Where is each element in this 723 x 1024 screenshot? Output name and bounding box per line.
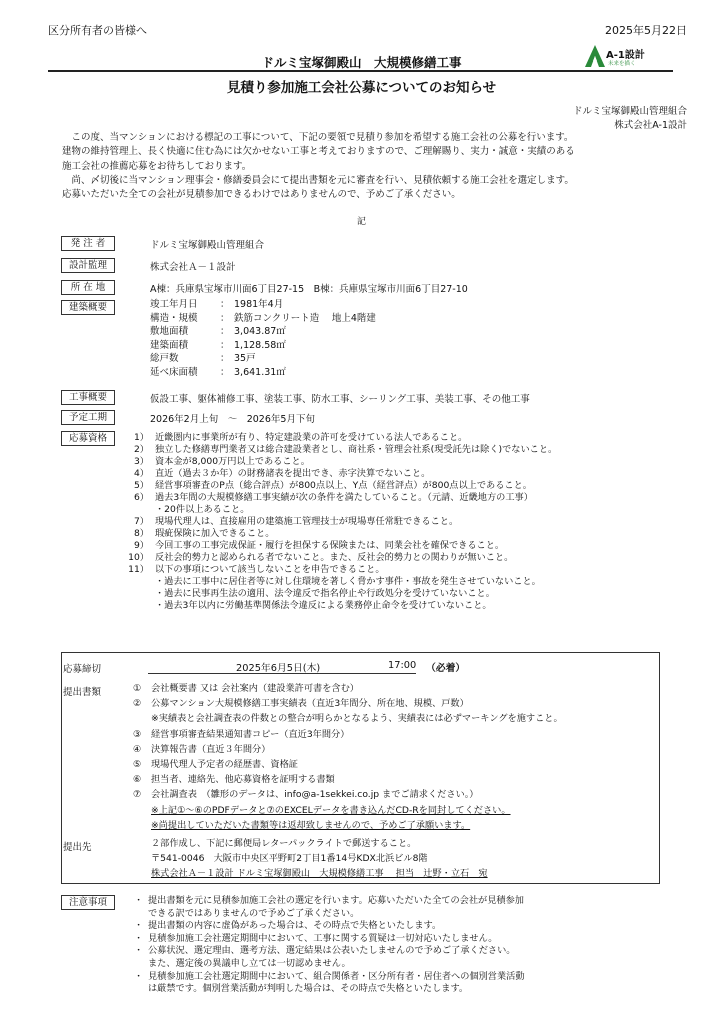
- qualification-item: [121, 564, 557, 576]
- qualification-item: [121, 552, 557, 564]
- doc-number: ②: [133, 698, 142, 710]
- doc-text: 経営事項審査結果通知書コピー（直近3年間分）: [151, 728, 350, 740]
- qualification-item: [121, 444, 557, 456]
- header-rule: [48, 70, 673, 72]
- spec-key: 竣工年月日: [150, 299, 198, 310]
- note-bullet: ・: [134, 970, 144, 982]
- spec-key: 建築面積: [150, 339, 189, 351]
- note-bullet: ・: [134, 895, 144, 906]
- spec-value: 3,641.31㎡: [234, 366, 286, 378]
- qualification-list: [121, 432, 557, 612]
- item-number: 8）: [133, 528, 149, 539]
- item-text: 今回工事の工事完成保証・履行を担保する保険または、同業会社を確保できること。: [155, 540, 505, 551]
- building-label: 建築概要: [61, 300, 115, 315]
- note-item: [134, 933, 525, 946]
- item-number: 11）: [128, 564, 149, 575]
- deadline-time: 17:00: [388, 660, 417, 671]
- spec-key: 総戸数: [150, 353, 179, 365]
- note-text: できる訳ではありませんので予めご了承ください。: [148, 907, 360, 919]
- note-bullet: ・: [134, 920, 144, 932]
- note-text: 見積参加施工会社選定期間中において、組合関係者・区分所有者・居住者への個別営業活動: [148, 970, 525, 982]
- qualification-item: [121, 516, 557, 528]
- document-item: [133, 772, 563, 787]
- item-number: 5）: [133, 480, 149, 491]
- item-number: 1）: [133, 432, 149, 443]
- item-text: ・20件以上あること。: [155, 504, 250, 515]
- doc-text: 会社調査表 （雛形のデータは、info@a-1sekkei.co.jp までご請求ください。）: [151, 789, 479, 801]
- doc-number: ④: [133, 743, 142, 755]
- qualification-item: [121, 576, 557, 588]
- issuer-association: ドルミ宝塚御殿山管理組合: [572, 106, 687, 117]
- doc-number: ⑤: [133, 759, 142, 771]
- logo-text: A-1設計: [606, 50, 645, 61]
- work-value: 仮設工事、躯体補修工事、塗装工事、防水工事、シーリング工事、美装工事、その他工事: [150, 394, 530, 405]
- item-text: 瑕疵保険に加入できること。: [155, 528, 275, 539]
- period-value: 2026年2月上旬 ～ 2026年5月下旬: [150, 414, 315, 425]
- logo-mark-icon: [584, 44, 606, 68]
- spec-value: 1,128.58㎡: [234, 339, 286, 351]
- spec-sep: ：: [220, 312, 230, 324]
- document-item: [133, 818, 563, 833]
- documents-list: [133, 681, 563, 833]
- note-item: [134, 971, 525, 984]
- building-spec: [150, 298, 376, 380]
- destination-line: ２部作成し、下記に郵便局レターパックライトで郵送すること。: [151, 838, 417, 849]
- item-text: 反社会的勢力と認められる者でないこと。また、反社会的勢力との関わりが無いこと。: [155, 552, 514, 563]
- item-number: 2）: [133, 444, 149, 455]
- note-bullet: ・: [134, 945, 144, 957]
- company-logo: [584, 44, 664, 70]
- item-text: 経営事項審査のP点（総合評点）が800点以上、Y点（経営評点）が800点以上であること。: [155, 480, 532, 491]
- spec-sep: ：: [220, 366, 230, 378]
- spec-key: 敷地面積: [150, 326, 189, 338]
- spec-row: [150, 325, 376, 339]
- note-item: [134, 920, 525, 933]
- doc-text: ※上記①～⑥のPDFデータと⑦のEXCELデータを書き込んだCD-Rを同封してください。: [151, 804, 511, 816]
- documents-label: 提出書類: [63, 687, 102, 698]
- doc-number: ③: [133, 728, 142, 740]
- document-item: [133, 803, 563, 818]
- spec-sep: ：: [220, 326, 230, 338]
- item-text: 資本金が8,000万円以上であること。: [155, 456, 310, 467]
- qualification-item: [121, 540, 557, 552]
- spec-row: [150, 339, 376, 353]
- intro-line: この度、当マンションにおける標記の工事について、下記の要領で見積り参加を希望する施工会社の公募を行います。: [62, 132, 574, 143]
- period-label: 予定工期: [61, 410, 115, 425]
- supervisor-label: 設計監理: [61, 258, 115, 273]
- qualification-item: [121, 456, 557, 468]
- spec-value: 鉄筋コンクリート造 地上4階建: [234, 312, 376, 324]
- note-item: [134, 983, 525, 996]
- notice-title: 見積り参加施工会社公募についてのお知らせ: [226, 80, 497, 96]
- doc-text: 会社概要書 又は 会社案内（建設業許可書を含む）: [151, 683, 359, 694]
- document-item: [133, 787, 563, 802]
- note-text: 提出書類を元に見積参加施工会社の選定を行います。応募いただいた全ての会社が見積参加: [148, 895, 524, 906]
- spec-key: 延べ床面積: [150, 366, 198, 378]
- note-text: 提出書類の内容に虚偽があった場合は、その時点で失格といたします。: [148, 920, 442, 932]
- spec-sep: ：: [220, 353, 230, 365]
- item-text: ・過去に工事中に居住者等に対し住環境を著しく脅かす事件・事故を発生させていないこと。: [155, 576, 541, 587]
- spec-value: 35戸: [234, 353, 256, 365]
- supervisor-value: 株式会社Ａ－１設計: [150, 262, 236, 273]
- note-item: [134, 908, 525, 921]
- spec-row: [150, 366, 376, 380]
- qualification-item: [121, 600, 557, 612]
- ki-marker: 記: [356, 217, 366, 227]
- orderer-value: ドルミ宝塚御殿山管理組合: [150, 240, 265, 251]
- spec-sep: ：: [220, 339, 230, 351]
- destination-label: 提出先: [63, 842, 92, 853]
- qualification-item: [121, 480, 557, 492]
- item-number: 9）: [133, 540, 149, 551]
- intro-line: 施工会社の推薦応募をお待ちしております。: [62, 160, 252, 172]
- doc-text: 決算報告書（直近３年間分）: [151, 743, 271, 755]
- note-text: 見積参加施工会社選定期間中において、工事に関する質疑は一切対応いたしません。: [148, 932, 498, 944]
- deadline-note: （必着）: [426, 663, 466, 674]
- item-text: 過去3年間の大規模修繕工事実績が次の条件を満たしていること。（元請、近畿地方の工事）: [155, 492, 533, 503]
- work-label: 工事概要: [61, 390, 115, 405]
- destination-block: [151, 836, 488, 882]
- doc-text: ※実績表と会社調査表の件数との整合が明らかとなるよう、実績表には必ずマーキングを施すこと。: [151, 713, 563, 725]
- qualification-item: [121, 468, 557, 480]
- doc-text: 担当者、連絡先、他応募資格を証明する書類: [151, 774, 335, 786]
- item-text: 独立した修繕専門業者又は総合建設業者とし、商社系・管理会社系(現受託先は除く)でないこと。: [155, 444, 558, 455]
- spec-row: [150, 298, 376, 312]
- intro-line: 建物の維持管理上、長く快適に住む為には欠かせない工事と考えておりますので、ご理解賜り、実力・誠意・実績のある: [62, 146, 575, 158]
- document-item: [133, 681, 563, 696]
- item-text: ・過去3年以内に労働基準関係法令違反による業務停止命令を受けていないこと。: [155, 600, 492, 611]
- spec-row: [150, 352, 376, 366]
- logo-tagline: 未来を描く: [608, 61, 636, 67]
- note-text: また、選定後の異議申し立ては一切認めません。: [148, 957, 351, 969]
- qualification-label: 応募資格: [61, 431, 115, 446]
- orderer-label: 発 注 者: [61, 236, 115, 251]
- spec-key: 構造・規模: [150, 312, 198, 324]
- doc-number: ⑦: [133, 789, 142, 801]
- spec-value: 1981年4月: [234, 299, 284, 310]
- addressee: 区分所有者の皆様へ: [48, 24, 147, 37]
- item-number: 4）: [133, 468, 149, 479]
- destination-recipient: 株式会社Ａ－１設計 ドルミ宝塚御殿山 大規模修繕工事 担当 辻野・立石 宛: [151, 868, 488, 880]
- document-item: [133, 757, 563, 772]
- note-text: 公募状況、選定理由、選考方法、選定結果は公表いたしませんので予めご了承ください。: [148, 945, 516, 957]
- qualification-item: [121, 504, 557, 516]
- item-number: 7）: [133, 516, 149, 527]
- item-text: 以下の事項について該当しないことを申告できること。: [155, 564, 385, 575]
- spec-sep: ：: [220, 299, 230, 310]
- spec-value: 3,043.87㎡: [234, 326, 286, 338]
- doc-number: ⑥: [133, 774, 142, 786]
- note-text: は厳禁です。個別営業活動が判明した場合は、その時点で失格といたします。: [148, 983, 469, 995]
- document-item: [133, 727, 563, 742]
- note-bullet: ・: [134, 932, 144, 944]
- location-label: 所 在 地: [61, 280, 115, 295]
- item-text: ・過去に民事再生法の適用、法令違反で指名停止や行政処分を受けていないこと。: [155, 588, 495, 599]
- item-text: 近畿圏内に事業所が有り、特定建設業の許可を受けている法人であること。: [155, 432, 468, 443]
- doc-text: 公募マンション大規模修繕工事実績表（直近3年間分、所在地、規模、戸数）: [151, 698, 469, 710]
- issue-date: 2025年5月22日: [605, 24, 687, 37]
- spec-row: [150, 312, 376, 326]
- item-text: 現場代理人は、直接雇用の建築施工管理技士が現場専任常駐できること。: [155, 516, 459, 527]
- location-value: A棟：兵庫県宝塚市川面6丁目27-15 B棟：兵庫県宝塚市川面6丁目27-10: [150, 284, 468, 295]
- deadline-label: 応募締切: [63, 664, 102, 675]
- note-item: [134, 958, 525, 971]
- qualification-item: [121, 492, 557, 504]
- intro-text: [62, 131, 662, 202]
- note-item: [134, 895, 525, 908]
- qualification-item: [121, 528, 557, 540]
- destination-address: 〒541-0046 大阪市中央区平野町2丁目1番14号KDX北浜ビル8階: [151, 853, 428, 865]
- notes-list: [134, 895, 525, 996]
- project-title: ドルミ宝塚御殿山 大規模修繕工事: [261, 55, 462, 70]
- notes-label: 注意事項: [61, 895, 115, 910]
- qualification-item: [121, 588, 557, 600]
- document-item: [133, 711, 563, 726]
- item-number: 3）: [133, 456, 149, 467]
- document-item: [133, 742, 563, 757]
- intro-line: 尚、〆切後に当マンション理事会・修繕委員会にて提出書類を元に審査を行い、見積依頼する施工会社を選定します。: [62, 174, 574, 186]
- item-number: 6）: [133, 492, 149, 503]
- document-item: [133, 696, 563, 711]
- qualification-item: [121, 432, 557, 444]
- item-number: 10）: [128, 552, 149, 563]
- doc-text: 現場代理人予定者の経歴書、資格証: [151, 759, 298, 771]
- doc-number: ①: [133, 683, 142, 694]
- intro-line: 応募いただいた全ての会社が見積参加できるわけではありませんので、予めご了承ください。: [62, 189, 461, 201]
- note-item: [134, 945, 525, 958]
- doc-text: ※尚提出していただいた書類等は返却致しませんので、予めご了承願います。: [151, 819, 471, 831]
- issuer-company: 株式会社A-1設計: [614, 120, 687, 131]
- deadline-date: 2025年6月5日(木): [236, 663, 321, 674]
- item-text: 直近（過去３か年）の財務諸表を提出でき、赤字決算でないこと。: [155, 468, 431, 479]
